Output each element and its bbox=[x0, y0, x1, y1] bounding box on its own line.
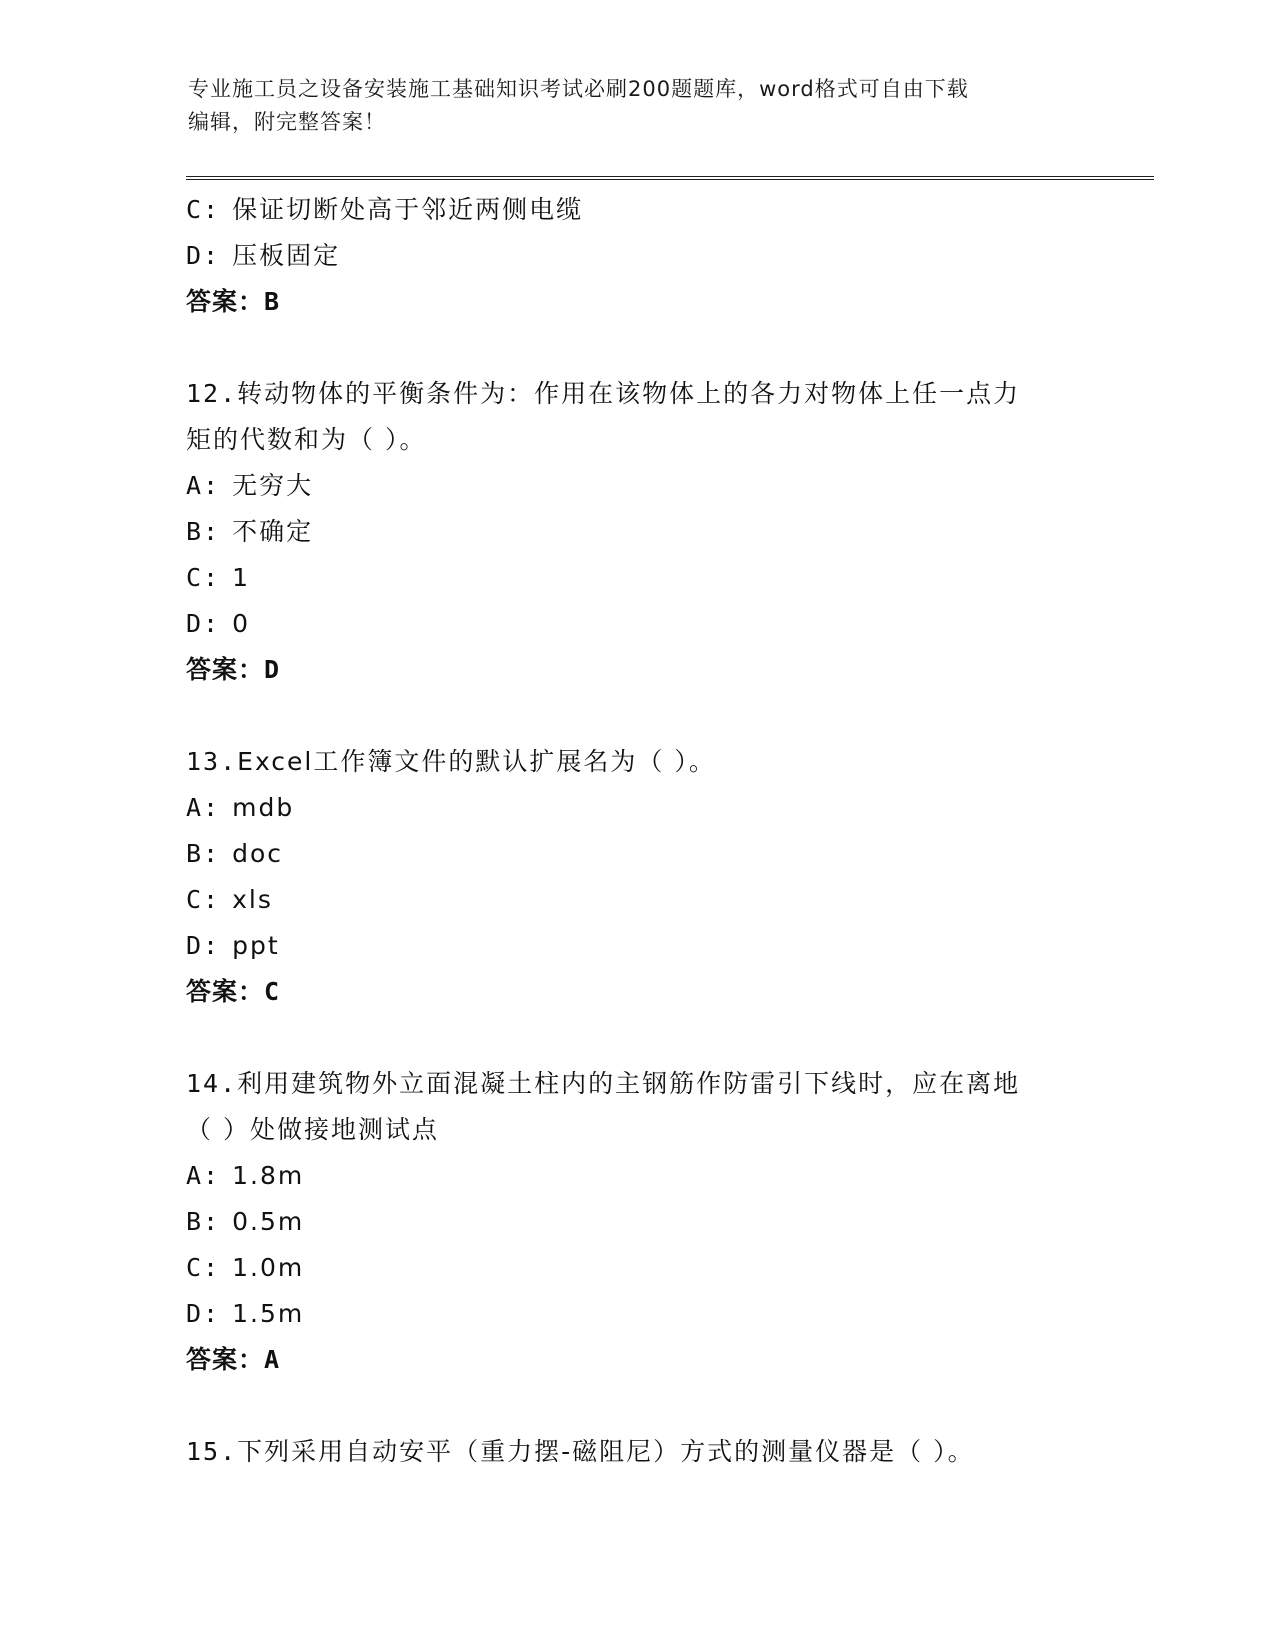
stem-text: 转动物体的平衡条件为：作用在该物体上的各力对物体上任一点力 bbox=[237, 379, 1021, 408]
answer-line bbox=[186, 969, 1086, 1015]
question-number: 15. bbox=[186, 1437, 238, 1466]
option-text: 1 bbox=[232, 563, 251, 592]
question-stem-continued: （ ）处做接地测试点 bbox=[186, 1115, 439, 1144]
option-key: C: bbox=[186, 563, 221, 592]
option-key: B: bbox=[186, 1207, 221, 1236]
option-key: B: bbox=[186, 839, 221, 868]
option-text: 1.8m bbox=[232, 1161, 305, 1190]
option-key: C: bbox=[186, 195, 221, 224]
question-number: 12. bbox=[186, 379, 238, 408]
header-line-2: 编辑，附完整答案！ bbox=[188, 110, 386, 134]
question-stem bbox=[186, 371, 1086, 417]
question-12 bbox=[186, 371, 1086, 693]
option-text: 无穷大 bbox=[232, 471, 314, 500]
option-a bbox=[186, 1153, 1086, 1199]
option-text: 0 bbox=[232, 609, 251, 638]
answer-label: 答案： bbox=[186, 287, 265, 316]
spacer bbox=[186, 1015, 1086, 1061]
answer-label: 答案： bbox=[186, 655, 265, 684]
option-a bbox=[186, 785, 1086, 831]
stem-text: 利用建筑物外立面混凝土柱内的主钢筋作防雷引下线时，应在离地 bbox=[237, 1069, 1021, 1098]
option-key: C: bbox=[186, 885, 221, 914]
question-list bbox=[186, 187, 1086, 1475]
option-c bbox=[186, 555, 1086, 601]
answer-value: B bbox=[264, 287, 281, 316]
option-text: xls bbox=[232, 885, 273, 914]
option-key: B: bbox=[186, 517, 221, 546]
answer-label: 答案： bbox=[186, 977, 265, 1006]
option-b bbox=[186, 509, 1086, 555]
answer-value: D bbox=[264, 655, 281, 684]
answer-label: 答案： bbox=[186, 1345, 265, 1374]
option-key: D: bbox=[186, 931, 221, 960]
question-number: 13. bbox=[186, 747, 238, 776]
option-d bbox=[186, 601, 1086, 647]
header-line-1: 专业施工员之设备安装施工基础知识考试必刷200题题库，word格式可自由下载 bbox=[188, 77, 969, 101]
stem-text: Excel工作簿文件的默认扩展名为（ ）。 bbox=[237, 747, 716, 776]
option-a bbox=[186, 463, 1086, 509]
stem-text: 下列采用自动安平（重力摆-磁阻尼）方式的测量仪器是（ ）。 bbox=[237, 1437, 975, 1466]
option-b bbox=[186, 1199, 1086, 1245]
option-c bbox=[186, 877, 1086, 923]
question-stem bbox=[186, 1429, 1086, 1475]
option-c bbox=[186, 187, 1086, 233]
answer-line bbox=[186, 279, 1086, 325]
answer-line bbox=[186, 1337, 1086, 1383]
option-text: doc bbox=[232, 839, 284, 868]
option-d bbox=[186, 1291, 1086, 1337]
answer-line bbox=[186, 647, 1086, 693]
option-key: D: bbox=[186, 241, 221, 270]
option-text: 1.5m bbox=[232, 1299, 305, 1328]
question-11-tail bbox=[186, 187, 1086, 325]
answer-value: A bbox=[264, 1345, 281, 1374]
question-13 bbox=[186, 739, 1086, 1015]
question-stem bbox=[186, 1061, 1086, 1107]
option-key: D: bbox=[186, 609, 221, 638]
question-number: 14. bbox=[186, 1069, 238, 1098]
question-stem bbox=[186, 739, 1086, 785]
option-text: 保证切断处高于邻近两侧电缆 bbox=[232, 195, 584, 224]
option-key: C: bbox=[186, 1253, 221, 1282]
question-14 bbox=[186, 1061, 1086, 1383]
option-text: 1.0m bbox=[232, 1253, 305, 1282]
option-text: mdb bbox=[232, 793, 295, 822]
option-key: D: bbox=[186, 1299, 221, 1328]
question-stem-continued: 矩的代数和为（ ）。 bbox=[186, 425, 427, 454]
option-c bbox=[186, 1245, 1086, 1291]
answer-value: C bbox=[264, 977, 281, 1006]
option-key: A: bbox=[186, 793, 221, 822]
option-d bbox=[186, 923, 1086, 969]
document-header bbox=[188, 73, 1078, 139]
option-key: A: bbox=[186, 1161, 221, 1190]
spacer bbox=[186, 325, 1086, 371]
option-text: 0.5m bbox=[232, 1207, 305, 1236]
header-double-rule bbox=[186, 176, 1154, 180]
option-d bbox=[186, 233, 1086, 279]
option-b bbox=[186, 831, 1086, 877]
option-text: ppt bbox=[232, 931, 280, 960]
option-text: 压板固定 bbox=[232, 241, 341, 270]
option-text: 不确定 bbox=[232, 517, 314, 546]
question-15 bbox=[186, 1429, 1086, 1475]
spacer bbox=[186, 693, 1086, 739]
spacer bbox=[186, 1383, 1086, 1429]
option-key: A: bbox=[186, 471, 221, 500]
